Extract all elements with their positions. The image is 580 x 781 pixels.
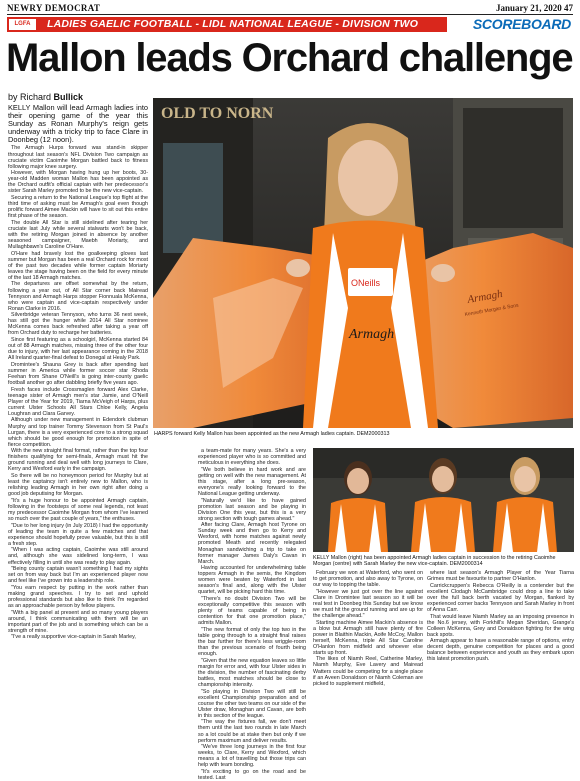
headline: Mallon leads Orchard challenge bbox=[6, 36, 573, 80]
masthead-rule bbox=[7, 14, 573, 15]
body-paragraph: Silverbridge veteran Tennyson, who turns 36 next week, has still got the hunger while 2014 All Star nominee McKenna comes back refreshed after taking a year off from Orchard duty to recharge her batteries. bbox=[8, 312, 148, 337]
body-paragraph: So there will be no honeymoon period for Murphy but at least the captaincy isn't entirely new to Mallon, who is relishing leading Armagh in her own right after doing a good job deputising for Morgan. bbox=[8, 473, 148, 498]
body-paragraph: O'Hare had bravely lost the goalkeeping gloves last summer but Morgan has been a real Orchard rock for most of the past two decades while former captain Moriarty leaves the stage having been on the field for every minute of the last 18 Armagh matches. bbox=[8, 250, 148, 281]
body-paragraph: The likes of Niamh Reel, Catherine Marley, Niamh Murphy, Eve Lavery and Mairead Watters could be competing for a single place if an Aveen Donaldson or Niamh Coleman are picked to supplement midfield, bbox=[313, 656, 423, 687]
body-paragraph: "When I was acting captain, Caoimhe was still around and, although she was sidelined long-term, I was effectively filling in until she was ready to play again. bbox=[8, 547, 148, 566]
body-paragraph: "Being county captain wasn't something I had my sights set on from way back but I'm an experienced player now and feel like I've grown into a leadership role. bbox=[8, 566, 148, 585]
scoreboard-label: SCOREBOARD bbox=[472, 16, 571, 32]
body-paragraph: "The new format of only the top two in the table going through to a straight final raises the bar further for there's less wriggle-room than the previous scenario of fourth being enough. bbox=[198, 626, 306, 658]
flag-sponsor-text: Armagh bbox=[466, 287, 504, 306]
byline-author: Bullick bbox=[53, 92, 84, 102]
body-paragraph: "Due to her long injury (in July 2018) I had the opportunity of leading the team in quite a few matches and that experience should hopefully prove valuable, but this is still a fresh step. bbox=[8, 522, 148, 547]
body-paragraph: "The way the fixtures fall, we don't meet them until the last two rounds in late March so a lot could be at stake then but only if we perform maximum and deliver results. bbox=[198, 719, 306, 744]
byline-prefix: by Richard bbox=[8, 92, 52, 102]
article-column-2 bbox=[198, 448, 306, 781]
issue-date: January 21, 2020 47 bbox=[495, 3, 573, 13]
body-paragraph: With the new straight final format, rather than the top four finishers qualifying for semi-finals, Armagh must hit the ground running and deal well with long journeys to Clare, Kerry and Wexford early in the campaign. bbox=[8, 448, 148, 473]
body-paragraph: "We've three long journeys in the first four weeks, to Clare, Kerry and Wexford, which means a lot of travelling but those trips can help with team bonding. bbox=[198, 744, 306, 769]
scoreboard-logo bbox=[447, 17, 573, 32]
body-paragraph: "There's no doubt Division Two will be exceptionally competitive this season with plenty of teams capable of being in contention for that one promotion place," admits Mallon. bbox=[198, 596, 306, 627]
body-paragraph: Having accounted for underwhelming table toppers Armagh in the semis, the Kingdom women were beaten by Waterford in last season's final and, along with the Ulster quartet, will be picking hard this time. bbox=[198, 565, 306, 596]
body-paragraph: However, with Morgan having hung up her boots, 30-year-old Madden woman Mallon has been appointed as the Orchard outfit's official captain with her predecessor's sister Sarah Marley promoted to be the new vice-captain. bbox=[8, 170, 148, 195]
inset-photo-caption: KELLY Mallon (right) has been appointed Armagh ladies captain in succession to the retiring Caoimhe Morgan (centre) with Sarah Marley the new vice-captain. DEM2000314 bbox=[313, 555, 556, 568]
body-paragraph: The departures are offset somewhat by the return, following a year out, of All Star corner back Mairead Tennyson and Armagh Harps stopper Fionnuala McKenna, who were captain and vice-captain respectively under Ronan Clarke in 2016. bbox=[8, 281, 148, 312]
body-paragraph: Fresh faces include Crossmaglen forward Alex Clarke, teenage sister of Armagh men's star Jamie, and O'Neill Player of the Year for 2019, Tiarna McVeigh of Harps, plus current Ulster Schools All Stars Chloe Kelly, Angela Loughran and Clara Garvey. bbox=[8, 386, 148, 417]
body-paragraph: Dromintee's Shauna Grey is back after spending last summer in America while former soccer star Rhoda Feehan from Shane O'Neill's is going inter-county gaelic football another go after dabbling briefly five years ago. bbox=[8, 361, 148, 386]
article-column-3 bbox=[313, 570, 423, 734]
inset-photo-image bbox=[313, 448, 574, 552]
section-banner bbox=[7, 17, 573, 32]
lead-paragraph: KELLY Mallon will lead Armagh ladies into their opening game of the year this Sunday as Ronan Murphy's reign gets underway with a tricky trip to face Clare in Doonbeg (12 noon). bbox=[8, 103, 148, 145]
body-paragraph: "I've a really supportive vice-captain in Sarah Marley, bbox=[11, 634, 136, 641]
body-paragraph: "It's exciting to go on the road and be tested. Last bbox=[198, 768, 306, 781]
body-paragraph: Starting machine Aimee Mackin's absence is a blow but Armagh still have plenty of fire power in Blaithin Mackin, Aoife McCoy, Mallon herself, McKenna, triple All Star Caroline O'Hanlon from midfield and whoever else starts up front. bbox=[313, 619, 423, 656]
body-paragraph: "Naturally we'd like to have gained promotion last season and be playing in Division One this year, but this is a very strong section with tough games ahead." bbox=[198, 497, 306, 522]
body-paragraph: That would leave Niamh Marley as an imposing presence in the No.6 jersey, with Forkhill's Megan Sheridan, Grange's Colleen McKenna, Grey and Donaldson fighting for the wing back spots. bbox=[427, 613, 574, 638]
body-paragraph: February we won at Waterford, who went on to get promotion, and also away to Tyrone, on our way to topping the table. bbox=[313, 570, 423, 589]
byline bbox=[8, 92, 83, 102]
body-paragraph: Since first featuring as a schoolgirl, McKenna started 84 out of 88 Armagh matches, missing three of the other four due to injury, with her last appearance coming in the 2018 All Ireland quarter-final defeat to Donegal at Healy Park. bbox=[8, 337, 148, 362]
body-paragraph: The Armagh Hurps forward was stand-in skipper throughout last season's NFL Division Two campaign as cruciate victim Caoimhe Morgan battled back to fitness following major knee surgery. bbox=[8, 145, 148, 170]
body-paragraph: "Given that the new equation leaves so little margin for error and, with four Ulster sides in the division, the number of fascinating derby battles, most matches should be close to championship intensity. bbox=[198, 657, 306, 688]
body-paragraph: where last season's Armagh Player of the Year Tiarna Grimes must be favourite to partner O'Hanlon. bbox=[427, 570, 574, 583]
jersey-sponsor-text: Armagh bbox=[349, 327, 395, 342]
body-paragraph: After facing Clare, Armagh host Tyrone on Sunday week and then go to Kerry and Wexford, with home matches against newly promoted Meath and recently relegated Monaghan sandwiching a trip to take on former manager James Daly's Cavan in March. bbox=[198, 522, 306, 565]
sign-lettering: OLD TO NORN bbox=[161, 105, 274, 122]
body-paragraph: Armagh appear to have a reasonable range of options, entry decent depth, genuine competition for places and a good balance between experience and youth as they embark upon this latest promotion push. bbox=[427, 638, 574, 663]
body-paragraph: "However we just got over the line against Clare in Dromintee last season so it will be real test in Doonbeg this Sunday but we know we must hit the ground running and are up for the challenge ahead." bbox=[313, 588, 423, 619]
main-photo-image bbox=[153, 98, 573, 428]
body-paragraph: a team-mate for many years. She's a very experienced player who is so committed and meticulous in everything she does. bbox=[198, 448, 306, 467]
body-paragraph: "It's a huge honour to be appointed Armagh captain, following in the footsteps of some real legends, not least my predecessor Caoimhe Morgan from whom I've learned so much over the past couple of years," the enthuses. bbox=[8, 497, 148, 522]
body-paragraph: Although under new management in Edendork clubman Murphy and top trainer Tommy Stevenson from St Paul's Lurgan, there is a very experienced core to a strong squad which should be good enough for promotion in spite of fierce competition. bbox=[8, 417, 148, 448]
lgfa-logo: LGFA bbox=[9, 19, 36, 30]
inset-photo bbox=[313, 448, 574, 552]
publication-name: NEWRY DEMOCRAT bbox=[7, 3, 101, 13]
article-column-4 bbox=[427, 570, 574, 734]
body-paragraph: "So playing in Division Two will still be excellent Championship preparation and of course the other two teams on our side of the Ulster draw, Monaghan and Cavan, are both in this section of the league. bbox=[198, 688, 306, 719]
masthead bbox=[7, 2, 573, 14]
body-paragraph: "You earn respect by putting in the work rather than making grand speeches. I try to set and uphold professional standards but also like to think I'm regarded as an approachable person by fellow players. bbox=[8, 584, 148, 610]
article-column-1 bbox=[8, 104, 148, 732]
section-title: LADIES GAELIC FOOTBALL - LIDL NATIONAL LEAGUE - DIVISION TWO bbox=[47, 18, 419, 30]
main-photo-caption: HARPS forward Kelly Mallon has been appointed as the new Armagh ladies captain. DEM2000313 bbox=[154, 431, 390, 437]
body-paragraph: "We both believe in hard work and are getting on well with the new management. At this stage, after a long pre-season, everyone's really looking forward to the National League getting underway. bbox=[198, 466, 306, 497]
main-photo bbox=[153, 98, 573, 428]
body-paragraph: "With a big panel at present and so many young players around, I think communicating with them will be an important part of the job and is something which can be a strength of mine. bbox=[8, 609, 148, 634]
body-paragraph: Securing a return to the National League's top flight at the third time of asking must be Armagh's goal even though prolific forward Aimee Mackin will have to sit out this entire first phase of the season. bbox=[8, 195, 148, 220]
jersey-maker-text: ONeills bbox=[351, 278, 381, 288]
flag-sub-text: Kenneth Morgan & Sons bbox=[464, 302, 520, 318]
body-paragraph: The double All Star is still sidelined after tearing her cruciate last July while several stalwarts won't be back, with the retiring Morgan joined in absence by another seasoned campaigner, Maebh Moriarty, and Mullaghbawn's Caroline O'Hare. bbox=[8, 219, 148, 250]
body-paragraph: Carrickcruppen's Rebecca O'Reilly is a contender but the excellent Clodagh McCambridge could drop a line to take over the full back berth vacated by Morgan, flanked by experienced corner backs Tennyson and Sarah Marley in front of Anna Carr. bbox=[427, 582, 574, 613]
